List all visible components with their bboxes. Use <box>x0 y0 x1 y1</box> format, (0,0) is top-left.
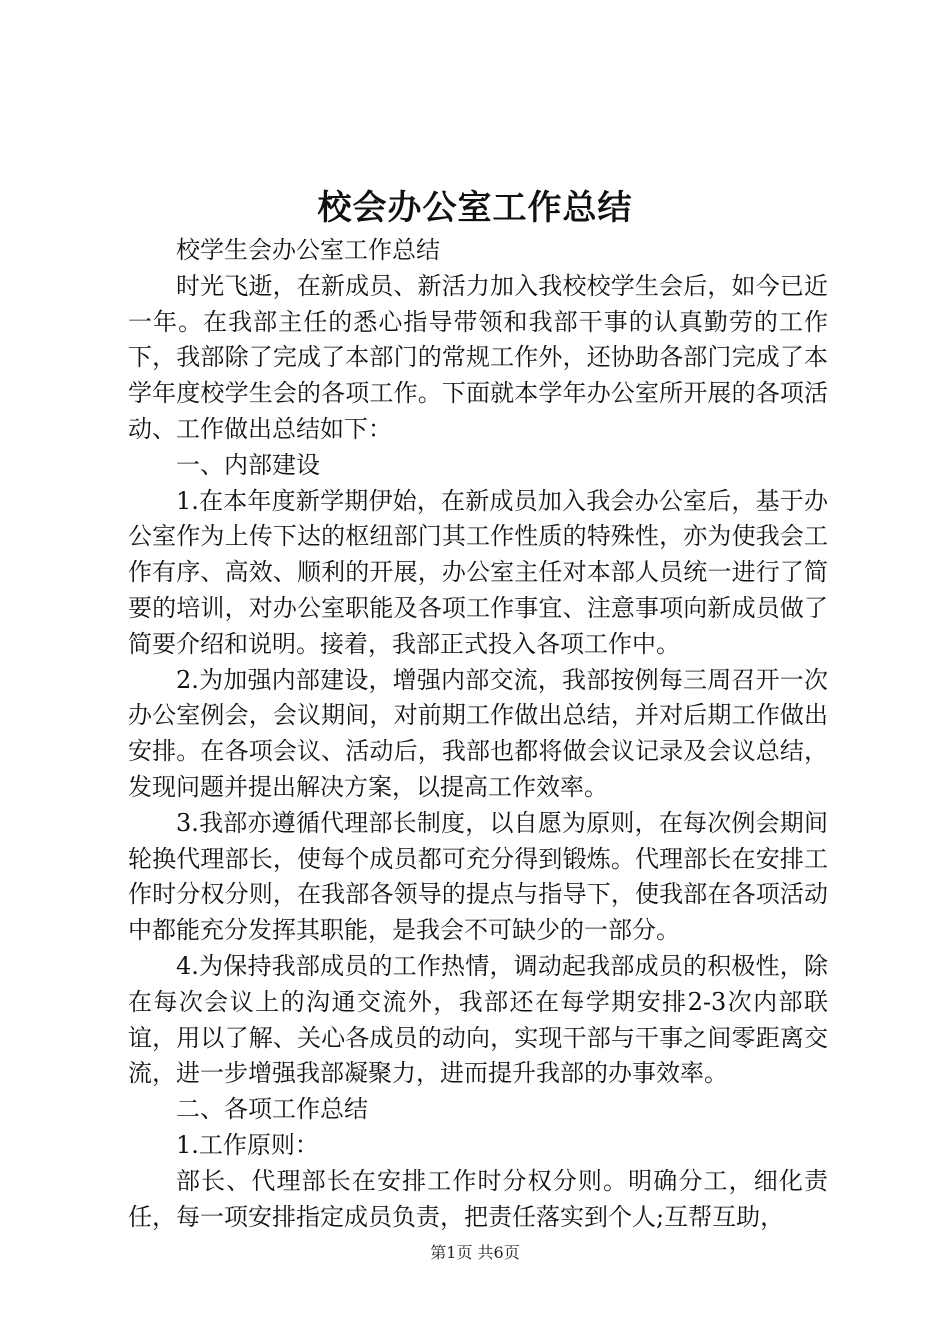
paragraph-item-2: 2.为加强内部建设，增强内部交流，我部按例每三周召开一次办公室例会，会议期间，对前期工作做出总结，并对后期工作做出安排。在各项会议、活动后，我部也都将做会议记录及会议总结，发现问题并提出解决方案，以提高工作效率。 <box>128 665 828 801</box>
section-heading-internal-building: 一、内部建设 <box>176 450 320 479</box>
paragraph-subtitle: 校学生会办公室工作总结 <box>176 236 440 264</box>
paragraph-principles: 部长、代理部长在安排工作时分权分则。明确分工，细化责任，每一项安排指定成员负责，把责任落实到个人;互帮互助， <box>128 1166 828 1231</box>
paragraph-item-3: 3.我部亦遵循代理部长制度，以自愿为原则，在每次例会期间轮换代理部长，使每个成员都可充分得到锻炼。代理部长在安排工作时分权分则，在我部各领导的提点与指导下，使我部在各项活动中都能充分发挥其职能，是我会不可缺少的一部分。 <box>128 808 828 945</box>
paragraph-item-1: 1.在本年度新学期伊始，在新成员加入我会办公室后，基于办公室作为上传下达的枢纽部门其工作性质的特殊性，亦为使我会工作有序、高效、顺利的开展，办公室主任对本部人员统一进行了简要的培训，对办公室职能及各项工作事宜、注意事项向新成员做了简要介绍和说明。接着，我部正式投入各项工作中。 <box>128 486 828 658</box>
section-heading-work-summary: 二、各项工作总结 <box>176 1095 368 1124</box>
document-body <box>128 233 828 1235</box>
paragraph-item-4: 4.为保持我部成员的工作热情，调动起我部成员的积极性，除在每次会议上的沟通交流外，我部还在每学期安排2-3次内部联谊，用以了解、关心各成员的动向，实现干部与干事之间零距离交流，进一步增强我部凝聚力，进而提升我部的办事效率。 <box>128 951 828 1088</box>
subheading-work-principles: 1.工作原则： <box>176 1130 319 1159</box>
paragraph-intro: 时光飞逝，在新成员、新活力加入我校校学生会后，如今已近一年。在我部主任的悉心指导带领和我部干事的认真勤劳的工作下，我部除了完成了本部门的常规工作外，还协助各部门完成了本学年度校学生会的各项工作。下面就本学年办公室所开展的各项活动、工作做出总结如下： <box>128 271 828 443</box>
page-number: 第1页 共6页 <box>430 1243 520 1262</box>
document-title: 校会办公室工作总结 <box>317 188 633 228</box>
